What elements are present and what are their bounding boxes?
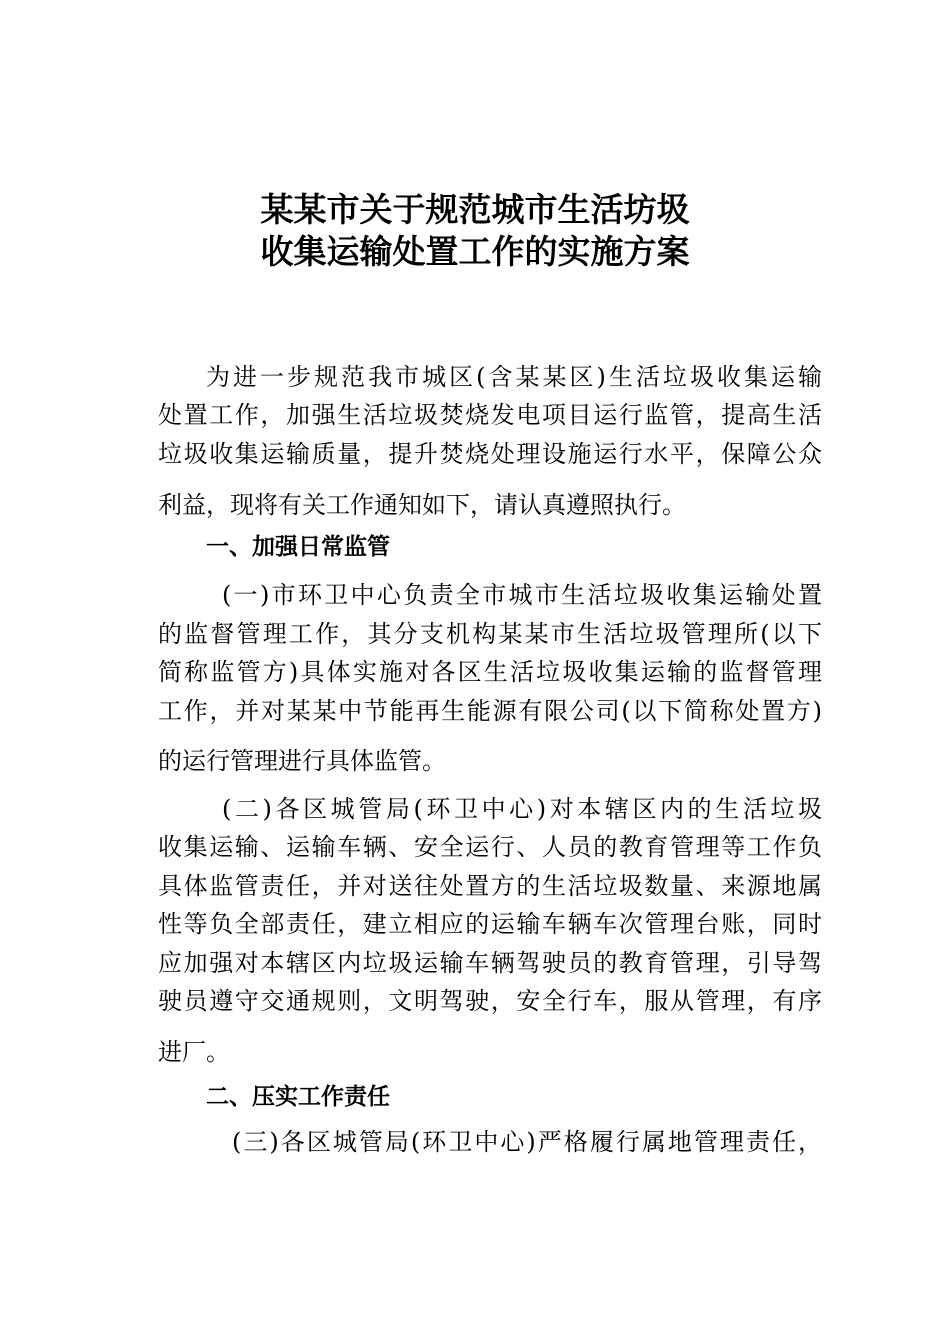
item-1-line-2: 的监督管理工作，其分支机构某某市生活垃圾管理所(以下 [158, 620, 822, 648]
section-heading-2: 二、压实工作责任 [206, 1084, 390, 1110]
item-1-line-3: 简称监管方)具体实施对各区生活垃圾收集运输的监督管理 [158, 658, 822, 686]
intro-line-3: 垃圾收集运输质量，提升焚烧处理设施运行水平，保障公众 [158, 440, 822, 468]
item-2-line-7: 进厂。 [158, 1038, 230, 1066]
item-1-line-1: (一)市环卫中心负责全市城市生活垃圾收集运输处置 [222, 581, 822, 609]
item-2-line-6: 驶员遵守交通规则，文明驾驶，安全行车，服从管理，有序 [158, 987, 822, 1015]
item-2-line-3: 具体监管责任，并对送往处置方的生活垃圾数量、来源地属 [158, 872, 822, 900]
item-1-line-5: 的运行管理进行具体监管。 [158, 747, 446, 775]
item-2-line-2: 收集运输、运输车辆、安全运行、人员的教育管理等工作负 [158, 833, 822, 861]
item-2-line-4: 性等负全部责任，建立相应的运输车辆车次管理台账，同时 [158, 910, 822, 938]
intro-line-1: 为进一步规范我市城区(含某某区)生活垃圾收集运输 [206, 363, 822, 391]
item-2-line-1: (二)各区城管局(环卫中心)对本辖区内的生活垃圾 [222, 795, 822, 823]
intro-line-4: 利益，现将有关工作通知如下，请认真遵照执行。 [158, 491, 686, 519]
item-2-line-5: 应加强对本辖区内垃圾运输车辆驾驶员的教育管理，引导驾 [158, 949, 822, 977]
document-title-line-2: 收集运输处置工作的实施方案 [260, 232, 690, 271]
item-1-line-4: 工作，并对某某中节能再生能源有限公司(以下简称处置方) [158, 697, 822, 725]
item-3-line-1: (三)各区城管局(环卫中心)严格履行属地管理责任， [232, 1128, 822, 1156]
section-heading-1: 一、加强日常监管 [206, 534, 390, 560]
intro-line-2: 处置工作，加强生活垃圾焚烧发电项目运行监管，提高生活 [158, 401, 822, 429]
document-title-line-1: 某某市关于规范城市生活坊圾 [260, 190, 690, 229]
